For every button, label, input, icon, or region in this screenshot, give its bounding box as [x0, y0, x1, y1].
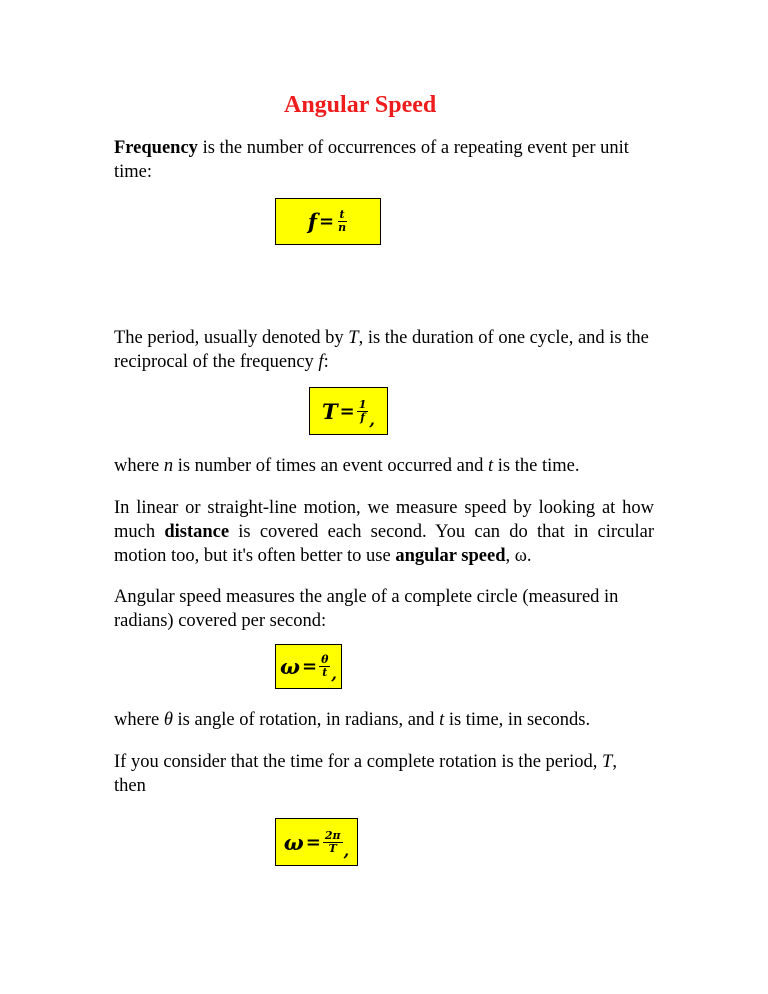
variables-paragraph: [114, 454, 654, 478]
angular-speed-period-formula-box: [275, 818, 358, 866]
angular-speed-paragraph: [114, 585, 654, 633]
fraction: [336, 209, 348, 234]
period-symbol: T: [348, 328, 359, 348]
variables-text-end: is the time.: [493, 456, 580, 476]
formula-lhs: ω: [279, 654, 300, 679]
formula-comma: ,: [369, 410, 375, 429]
t-symbol: t: [488, 456, 494, 476]
theta-symbol: θ: [163, 710, 173, 730]
fraction-numerator: 1: [358, 397, 367, 411]
frequency-definition: is the number of occurrences of a repeating event per unit: [197, 138, 629, 158]
fraction-denominator: T: [328, 841, 337, 855]
rotation-paragraph: [114, 750, 654, 798]
theta-text-cont: is angle of rotation, in radians, and: [172, 710, 440, 730]
fraction: [319, 654, 330, 679]
t-symbol: t: [439, 710, 445, 730]
distance-term: distance: [164, 522, 230, 542]
angular-speed-text: Angular speed measures the angle of a complete circle (measured in: [114, 587, 619, 607]
fraction-numerator: t: [339, 208, 345, 221]
comma: ,: [612, 752, 617, 772]
frequency-definition-end: time:: [114, 162, 153, 182]
page-title: Angular Speed: [284, 92, 437, 118]
fraction-numerator: 2π: [324, 828, 341, 842]
frequency-formula-box: [275, 198, 381, 245]
fraction: [323, 830, 343, 855]
angular-speed-term: angular speed: [395, 546, 506, 566]
rotation-text: If you consider that the time for a complete rotation is the period,: [114, 752, 603, 772]
angular-speed-formula-box: [275, 644, 342, 689]
period-formula-box: [309, 387, 388, 435]
equals-sign: =: [305, 831, 321, 853]
period-text: The period, usually denoted by: [114, 328, 349, 348]
variables-text-cont: is number of times an event occurred and: [173, 456, 488, 476]
n-symbol: n: [163, 456, 174, 476]
period-text-line2: reciprocal of the frequency: [114, 352, 319, 372]
frequency-term: Frequency: [114, 138, 198, 158]
linear-motion-text: In linear or straight-line motion, we measure speed by looking at how much: [114, 498, 654, 542]
equals-sign: =: [301, 656, 318, 677]
fraction-denominator: f: [360, 410, 365, 424]
formula-comma: ,: [331, 664, 337, 683]
theta-text: where: [114, 710, 164, 730]
fraction-numerator: θ: [321, 653, 329, 666]
then-text: then: [114, 776, 146, 796]
period-paragraph: [114, 326, 654, 374]
formula-lhs: T: [322, 398, 338, 424]
equals-sign: =: [339, 400, 355, 422]
frequency-paragraph: [114, 136, 654, 184]
fraction: [357, 399, 369, 424]
period-symbol: T: [602, 752, 613, 772]
fraction-denominator: t: [322, 666, 328, 679]
angular-speed-text-line2: radians) covered per second:: [114, 611, 327, 631]
equals-sign: =: [318, 211, 335, 232]
fraction-denominator: n: [338, 221, 347, 234]
omega-end: , ω.: [505, 546, 532, 566]
theta-text-end: is time, in seconds.: [444, 710, 591, 730]
linear-motion-text-cont: is covered each second. You can do that in circular motion too, but it's often better to use: [114, 522, 654, 566]
formula-comma: ,: [343, 841, 350, 860]
formula-lhs: ω: [283, 829, 304, 855]
linear-motion-paragraph: [114, 496, 654, 568]
colon: :: [323, 352, 329, 372]
variables-text: where: [114, 456, 164, 476]
formula-lhs: f: [307, 209, 317, 234]
frequency-symbol: f: [318, 352, 324, 372]
theta-paragraph: [114, 708, 654, 732]
period-text-cont: , is the duration of one cycle, and is the: [358, 328, 649, 348]
